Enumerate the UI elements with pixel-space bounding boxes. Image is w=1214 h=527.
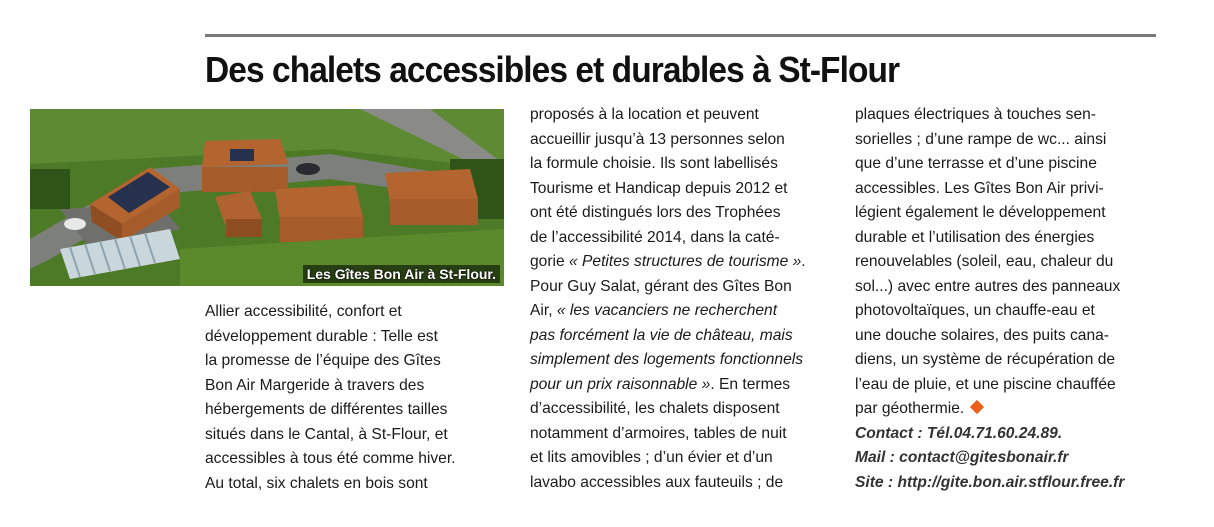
column-2-line (530, 373, 830, 398)
contact-phone: Contact : Tél.04.71.60.24.89. (855, 424, 1063, 442)
column-1-line: accessibles à tous été comme hiver. (205, 450, 456, 467)
column-2-line (530, 324, 830, 349)
aerial-photo-illustration (30, 109, 504, 286)
text-run: Tourisme et Handicap depuis 2012 et (530, 179, 788, 197)
column-2-line (530, 422, 830, 447)
text-run: Air, (530, 302, 557, 319)
column-3-text: plaques électriques à touches sen- (855, 106, 1096, 123)
text-run: . (801, 253, 806, 270)
column-2-line (530, 275, 830, 300)
column-2-line (530, 128, 830, 153)
italic-quote-run: « les vacanciers ne recherchent (556, 302, 778, 319)
column-3-line (855, 177, 1155, 202)
column-3-line (855, 103, 1155, 128)
column-3-body (855, 103, 1155, 422)
column-2-line (530, 446, 830, 471)
column-3-text: une douche solaires, des puits cana- (855, 326, 1109, 344)
column-2-line (530, 250, 830, 275)
column-3-line (855, 128, 1155, 153)
column-3-text: durable et l’utilisation des énergies (855, 228, 1095, 246)
italic-quote-run: simplement des logements fonctionnels (530, 351, 804, 368)
text-run: gorie (530, 253, 570, 270)
column-3-line (855, 275, 1155, 300)
column-3-line (855, 152, 1155, 177)
column-3-line (855, 250, 1155, 275)
text-run: la formule choisie. Ils sont labellisés (530, 155, 778, 172)
column-2-line (530, 226, 830, 251)
column-1-line: Au total, six chalets en bois sont (205, 474, 428, 492)
italic-quote-run: pas forcément la vie de château, mais (530, 326, 793, 344)
column-3-line (855, 373, 1155, 398)
column-1-line: situés dans le Cantal, à St-Flour, et (205, 425, 448, 443)
italic-quote-run: pour un prix raisonnable » (530, 375, 711, 393)
column-1 (205, 300, 495, 496)
column-2-line (530, 152, 830, 177)
column-2-line (530, 177, 830, 202)
column-3-text: par géothermie. (855, 400, 965, 417)
column-3-text: sol...) avec entre autres des panneaux (855, 277, 1121, 295)
column-2 (530, 103, 830, 495)
column-2-line (530, 471, 830, 496)
italic-quote-run: « Petites structures de tourisme » (569, 253, 802, 270)
column-2-line (530, 201, 830, 226)
column-3-line (855, 324, 1155, 349)
contact-site: Site : http://gite.bon.air.stflour.free.fr (855, 473, 1125, 491)
column-3-line (855, 299, 1155, 324)
column-3-line (855, 226, 1155, 251)
contact-mail: Mail : contact@gitesbonair.fr (855, 449, 1069, 466)
headline: Des chalets accessibles et durables à St-Flour (205, 49, 900, 90)
column-3-text: l’eau de pluie, et une piscine chauffée (855, 375, 1116, 393)
column-3-text: diens, un système de récupération de (855, 351, 1116, 368)
column-3-line (855, 201, 1155, 226)
column-1-line: la promesse de l’équipe des Gîtes (205, 352, 441, 369)
column-3-line (855, 348, 1155, 373)
column-2-line (530, 299, 830, 324)
column-1-line: hébergements de différentes tailles (205, 401, 448, 418)
text-run: ont été distingués lors des Trophées (530, 204, 781, 221)
text-run: Pour Guy Salat, gérant des Gîtes Bon (530, 277, 792, 295)
column-1-line: Allier accessibilité, confort et (205, 303, 402, 320)
column-3 (855, 103, 1155, 495)
column-1-line: Bon Air Margeride à travers des (205, 376, 425, 394)
column-3-text: renouvelables (soleil, eau, chaleur du (855, 253, 1114, 270)
column-3-text: accessibles. Les Gîtes Bon Air privi- (855, 179, 1104, 197)
chalets-photo (30, 109, 504, 286)
column-1-line: développement durable : Telle est (205, 327, 438, 345)
photo-caption: Les Gîtes Bon Air à St-Flour. (303, 265, 500, 283)
text-run: et lits amovibles ; d’un évier et d’un (530, 449, 773, 466)
column-2-line (530, 397, 830, 422)
top-rule (205, 34, 1156, 37)
column-3-text: photovoltaïques, un chauffe-eau et (855, 302, 1095, 319)
text-run: de l’accessibilité 2014, dans la caté- (530, 228, 780, 246)
text-run: d’accessibilité, les chalets disposent (530, 400, 780, 417)
end-of-article-diamond-icon (970, 400, 984, 414)
text-run: proposés à la location et peuvent (530, 106, 759, 123)
column-2-line (530, 103, 830, 128)
text-run: accueillir jusqu’à 13 personnes selon (530, 130, 785, 148)
column-3-text: sorielles ; d’une rampe de wc... ainsi (855, 130, 1107, 148)
column-3-text: légient également le développement (855, 204, 1106, 221)
column-2-line (530, 348, 830, 373)
column-3-line (855, 397, 1155, 422)
column-3-text: que d’une terrasse et d’une piscine (855, 155, 1097, 172)
text-run: lavabo accessibles aux fauteuils ; de (530, 473, 784, 491)
text-run: . En termes (710, 375, 791, 393)
text-run: notamment d’armoires, tables de nuit (530, 424, 787, 442)
